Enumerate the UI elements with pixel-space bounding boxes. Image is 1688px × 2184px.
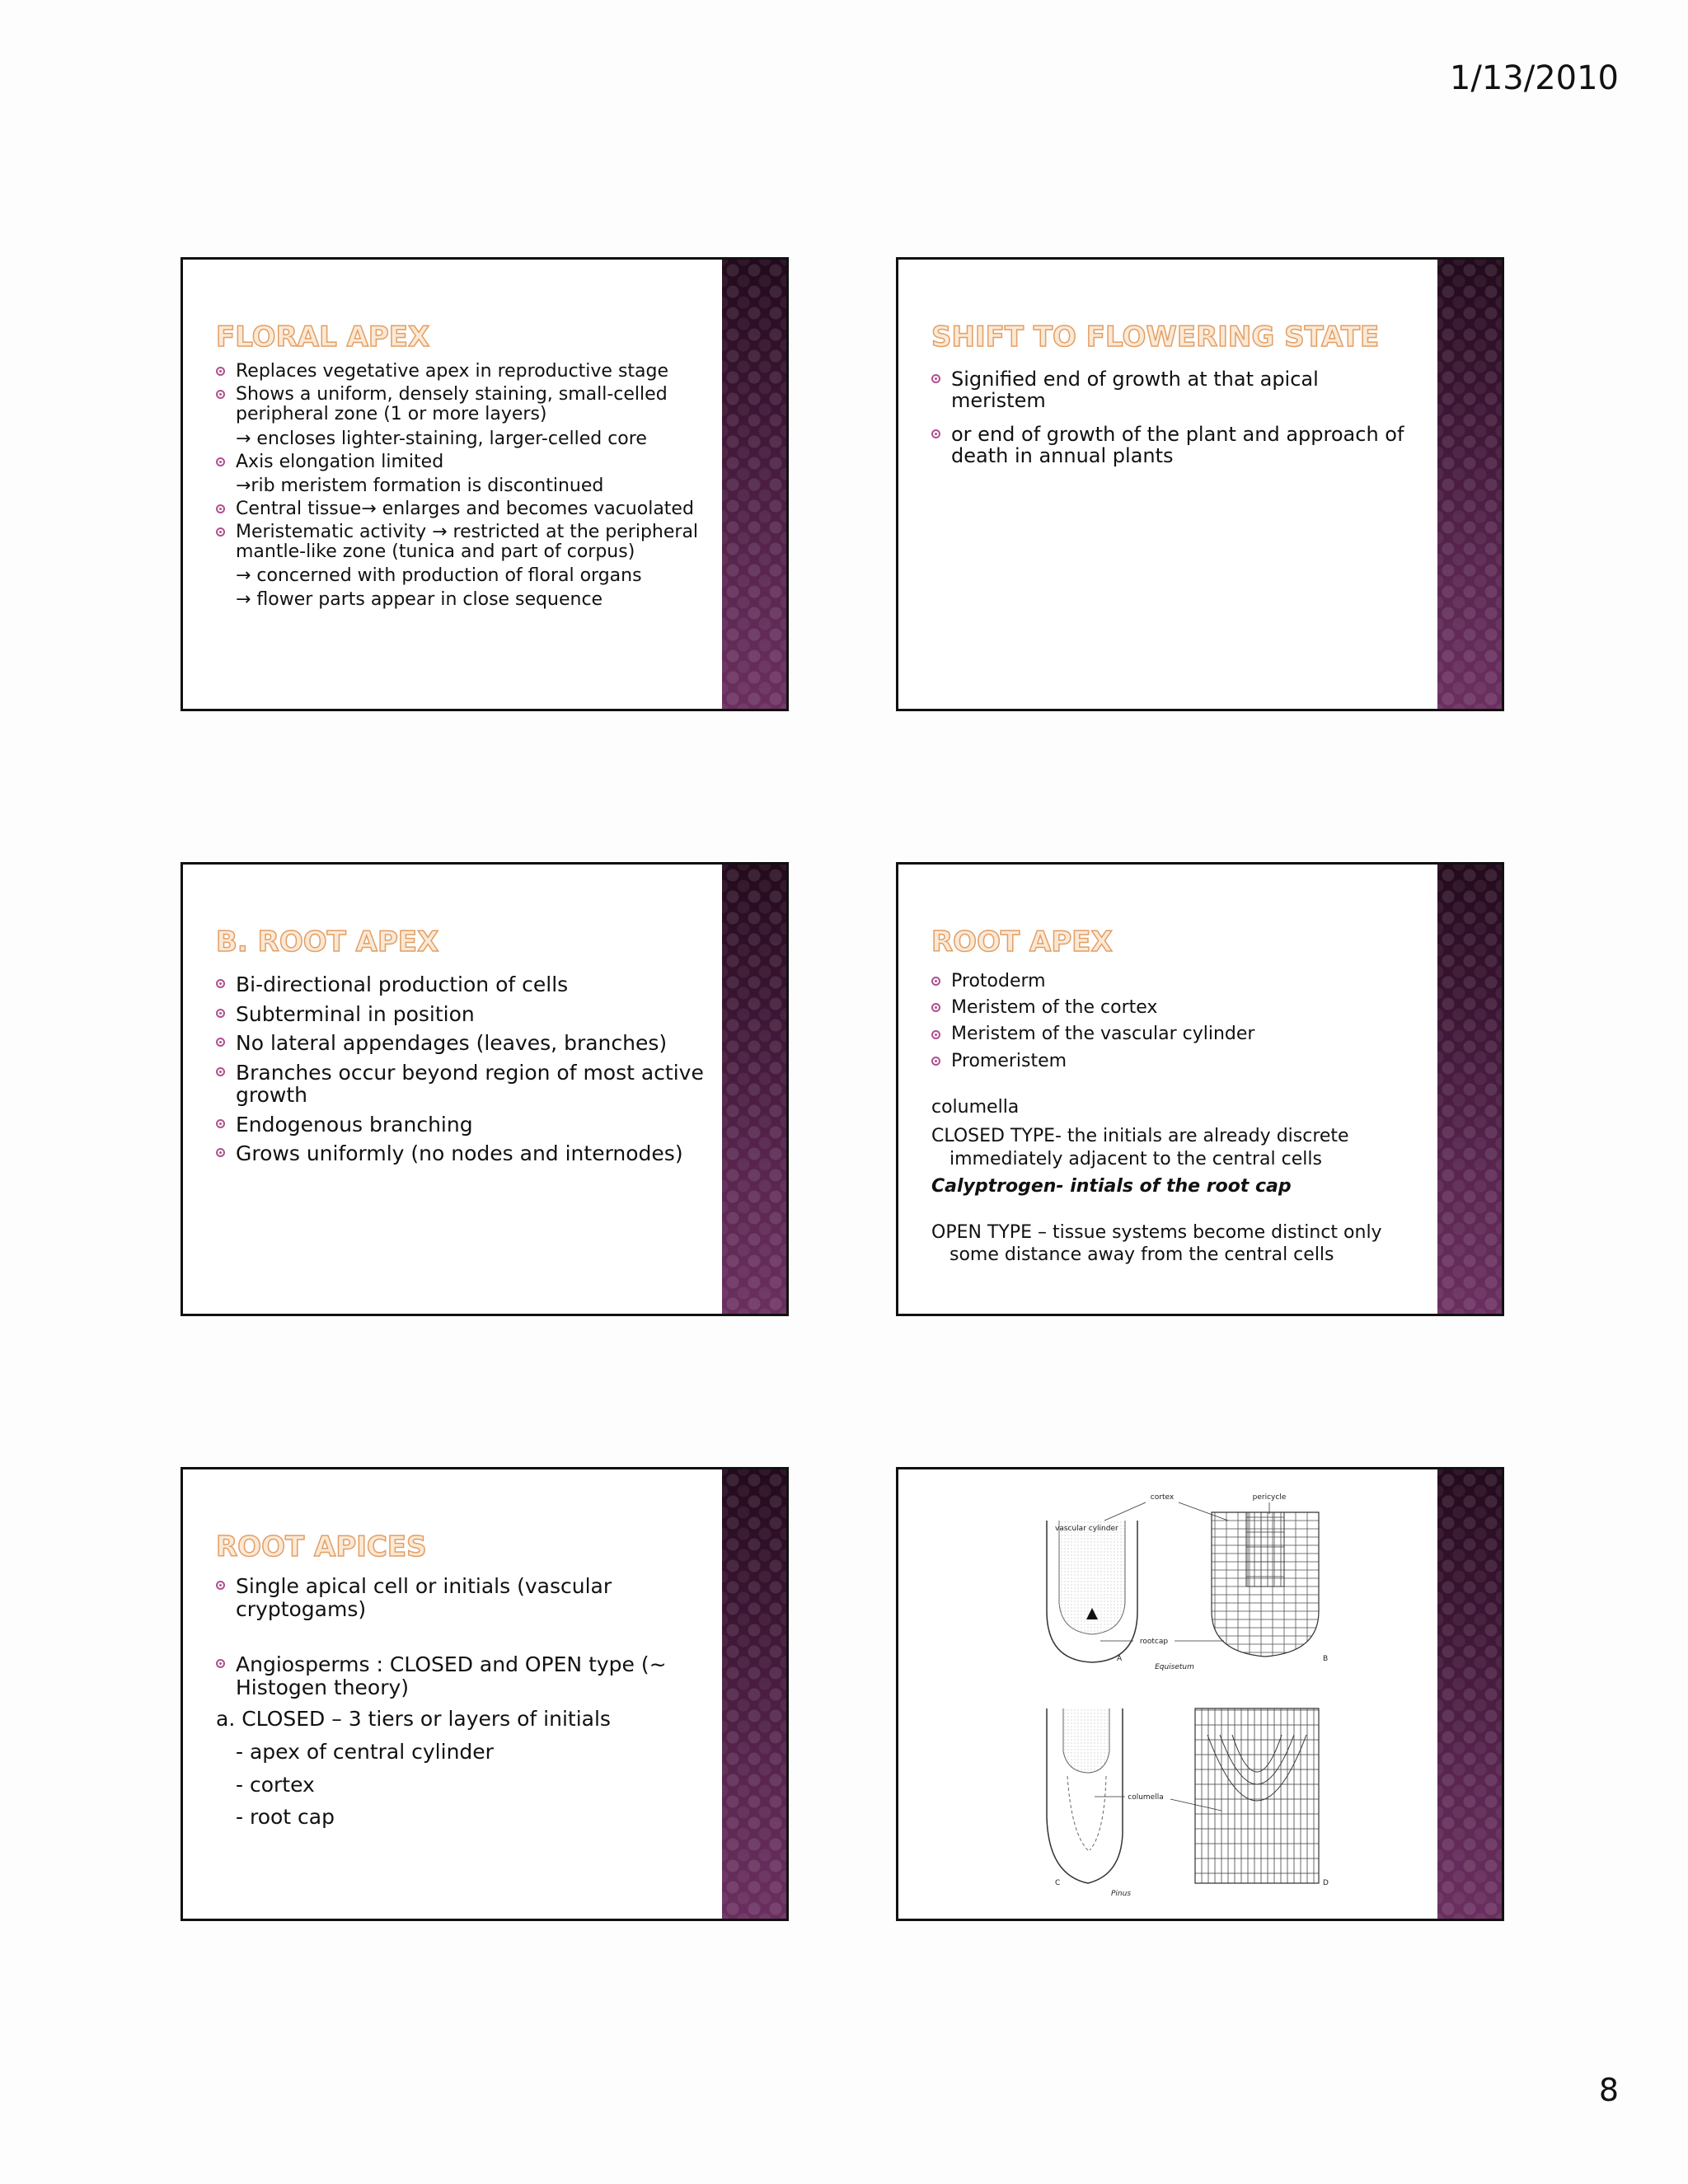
bullet-icon — [216, 1009, 225, 1018]
bullet-icon — [216, 1659, 225, 1668]
slide-title: ROOT APEX — [931, 926, 1113, 958]
label-b: B — [1323, 1655, 1329, 1663]
bullet-icon — [931, 429, 940, 438]
slide-root-apices — [181, 1467, 789, 1921]
slide-decor-band — [722, 1469, 786, 1919]
root-section-d — [1195, 1708, 1319, 1883]
tier-item: - cortex — [236, 1772, 315, 1797]
page-date: 1/13/2010 — [1449, 59, 1619, 97]
label-a: A — [1117, 1655, 1123, 1663]
slide-shift-to-flowering — [896, 257, 1504, 711]
slide-floral-apex — [181, 257, 789, 711]
bullet-icon — [216, 1581, 225, 1590]
label-c: C — [1055, 1879, 1061, 1887]
closed-type-text: CLOSED TYPE- the initials are already discrete immediately adjacent to the central cells — [931, 1126, 1349, 1169]
slide-title: SHIFT TO FLOWERING STATE — [931, 321, 1380, 354]
slide-decor-band — [722, 260, 786, 709]
label-equisetum: Equisetum — [1155, 1663, 1194, 1671]
bullet-item: Meristem of the cortex — [931, 998, 1419, 1018]
slide-root-figure — [896, 1467, 1504, 1921]
closed-heading: a. CLOSED – 3 tiers or layers of initials — [216, 1707, 611, 1731]
bullet-item: or end of growth of the plant and approach of death in annual plants — [931, 424, 1419, 467]
bullet-list — [216, 973, 704, 1165]
root-outline-c — [1047, 1708, 1123, 1883]
bullet-list — [931, 368, 1419, 467]
bullet-icon — [216, 1119, 225, 1128]
bullet-icon — [216, 367, 225, 376]
bullet-item: Bi-directional production of cells — [216, 973, 704, 996]
root-apex-diagram — [1030, 1488, 1360, 1900]
bullet-item: Meristematic activity → restricted at the peripheral mantle-like zone (tunica and part of corpus) — [216, 523, 704, 562]
bullet-item: Signified end of growth at that apical meristem — [931, 368, 1419, 412]
label-pinus: Pinus — [1110, 1890, 1132, 1898]
bullet-icon — [931, 1003, 940, 1012]
label-cortex: cortex — [1150, 1493, 1175, 1502]
bullet-item: Endogenous branching — [216, 1113, 704, 1137]
slide-root-apex — [896, 862, 1504, 1316]
bullet-item: Single apical cell or initials (vascular cryptogams) — [216, 1575, 704, 1620]
root-section-b — [1212, 1512, 1319, 1657]
open-type-text: OPEN TYPE – tissue systems become distinct only some distance away from the central cells — [931, 1221, 1382, 1266]
bullet-item: Branches occur beyond region of most active growth — [216, 1062, 704, 1107]
bullet-icon — [931, 977, 940, 986]
slide-b-root-apex — [181, 862, 789, 1316]
bullet-item: Subterminal in position — [216, 1003, 704, 1026]
bullet-icon — [931, 1030, 940, 1039]
bullet-icon — [931, 374, 940, 383]
label-vascular-cylinder: vascular cylinder — [1055, 1525, 1118, 1533]
bullet-item: Shows a uniform, densely staining, small-celled peripheral zone (1 or more layers) — [216, 385, 704, 424]
slide-decor-band — [722, 865, 786, 1314]
bullet-list — [216, 1653, 704, 1699]
bullet-item: Meristem of the vascular cylinder — [931, 1024, 1419, 1044]
bullet-item: Grows uniformly (no nodes and internodes) — [216, 1142, 704, 1165]
sub-item: → encloses lighter-staining, larger-celled core — [236, 428, 647, 449]
tier-item: - root cap — [236, 1805, 335, 1830]
tier-item: - apex of central cylinder — [236, 1739, 494, 1764]
slide-decor-band — [1437, 865, 1502, 1314]
bullet-item: Replaces vegetative apex in reproductive stage — [216, 362, 704, 382]
bullet-icon — [216, 979, 225, 988]
bullet-item: Promeristem — [931, 1052, 1419, 1071]
bullet-item: Central tissue→ enlarges and becomes vacuolated — [216, 499, 704, 519]
bullet-icon — [216, 527, 225, 537]
columella-text: columella — [931, 1096, 1020, 1118]
bullet-list — [216, 362, 704, 610]
bullet-list — [931, 972, 1419, 1071]
bullet-icon — [216, 390, 225, 399]
bullet-item: Axis elongation limited — [216, 452, 704, 472]
bullet-icon — [216, 504, 225, 513]
bullet-item: Angiosperms : CLOSED and OPEN type (~ Histogen theory) — [216, 1653, 704, 1699]
bullet-item: Protoderm — [931, 972, 1419, 991]
bullet-icon — [216, 1067, 225, 1076]
slide-title: ROOT APICES — [216, 1530, 427, 1563]
sub-item: → flower parts appear in close sequence — [236, 589, 603, 611]
label-d: D — [1323, 1879, 1329, 1887]
page-number: 8 — [1598, 2072, 1619, 2108]
sub-item: → concerned with production of floral organs — [236, 565, 642, 587]
sub-item: →rib meristem formation is discontinued — [236, 475, 604, 496]
bullet-item: No lateral appendages (leaves, branches) — [216, 1032, 704, 1055]
label-columella: columella — [1128, 1793, 1164, 1802]
bullet-icon — [216, 457, 225, 466]
label-pericycle: pericycle — [1252, 1493, 1287, 1502]
bullet-icon — [216, 1038, 225, 1047]
slide-decor-band — [1437, 260, 1502, 709]
slide-title: B. ROOT APEX — [216, 926, 439, 958]
bullet-icon — [931, 1057, 940, 1066]
slide-title: FLORAL APEX — [216, 321, 430, 354]
label-rootcap: rootcap — [1139, 1638, 1169, 1646]
bullet-list — [216, 1575, 704, 1620]
bullet-icon — [216, 1148, 225, 1157]
slide-decor-band — [1437, 1469, 1502, 1919]
calyptrogen-text: Calyptrogen- intials of the root cap — [931, 1176, 1292, 1197]
